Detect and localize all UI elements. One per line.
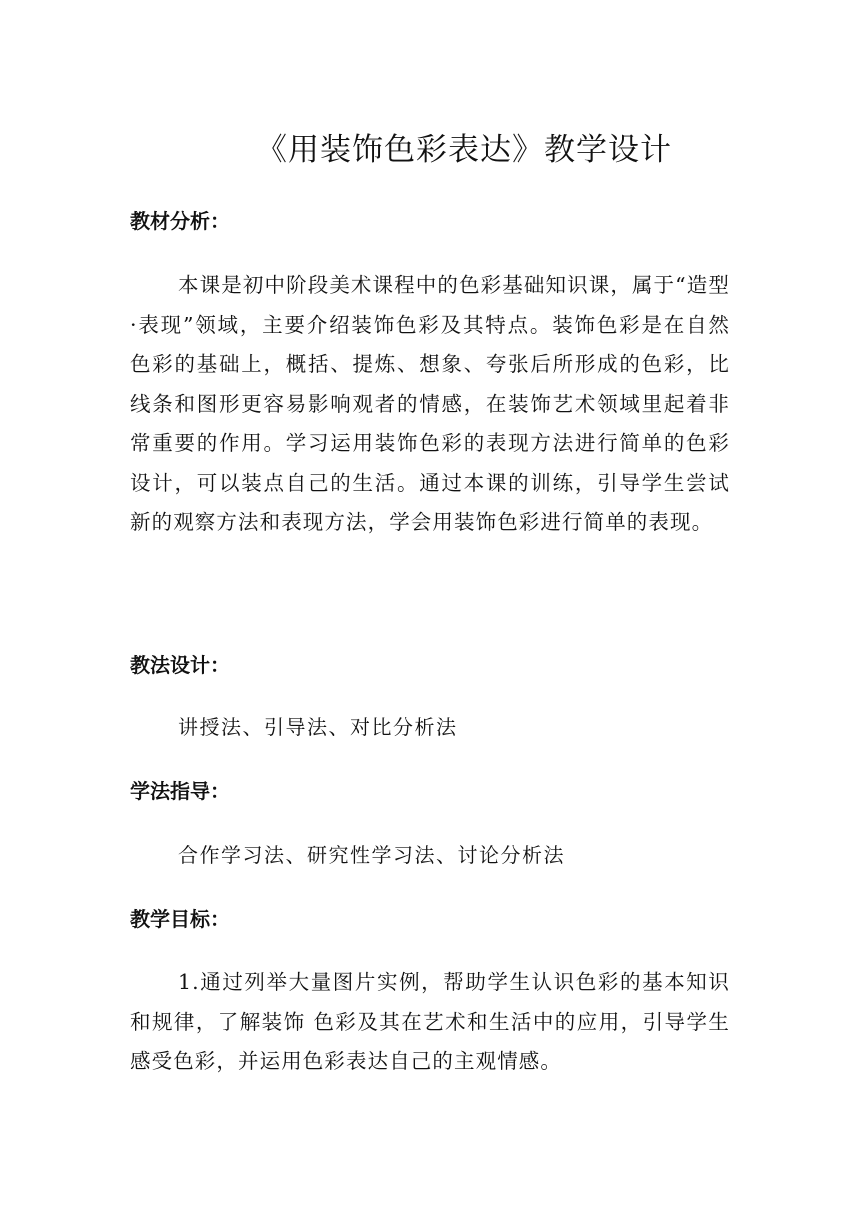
document-title: 《用装饰色彩表达》教学设计: [256, 132, 672, 168]
heading-learning-method: 学法指导：: [130, 779, 230, 803]
paragraph-teaching-goals: 1.通过列举大量图片实例，帮助学生认识色彩的基本知识和规律，了解装饰 色彩及其在艺术和生活中的应用，引导学生感受色彩，并运用色彩表达自己的主观情感。: [130, 970, 730, 1073]
heading-material-analysis: 教材分析：: [130, 209, 230, 233]
heading-teaching-method: 教法设计：: [130, 653, 230, 677]
text-teaching-method: 讲授法、引导法、对比分析法: [178, 715, 458, 739]
heading-teaching-goals: 教学目标：: [130, 907, 230, 931]
text-learning-method: 合作学习法、研究性学习法、讨论分析法: [178, 843, 565, 867]
paragraph-material-analysis: 本课是初中阶段美术课程中的色彩基础知识课，属于“造型·表现”领域，主要介绍装饰色彩及其特点。装饰色彩是在自然色彩的基础上，概括、提炼、想象、夸张后所形成的色彩，比线条和图形更容易影响观者的情感，在装饰艺术领域里起着非常重要的作用。学习运用装饰色彩的表现方法进行简单的色彩设计，可以装点自己的生活。通过本课的训练，引导学生尝试新的观察方法和表现方法，学会用装饰色彩进行简单的表现。: [130, 273, 730, 534]
